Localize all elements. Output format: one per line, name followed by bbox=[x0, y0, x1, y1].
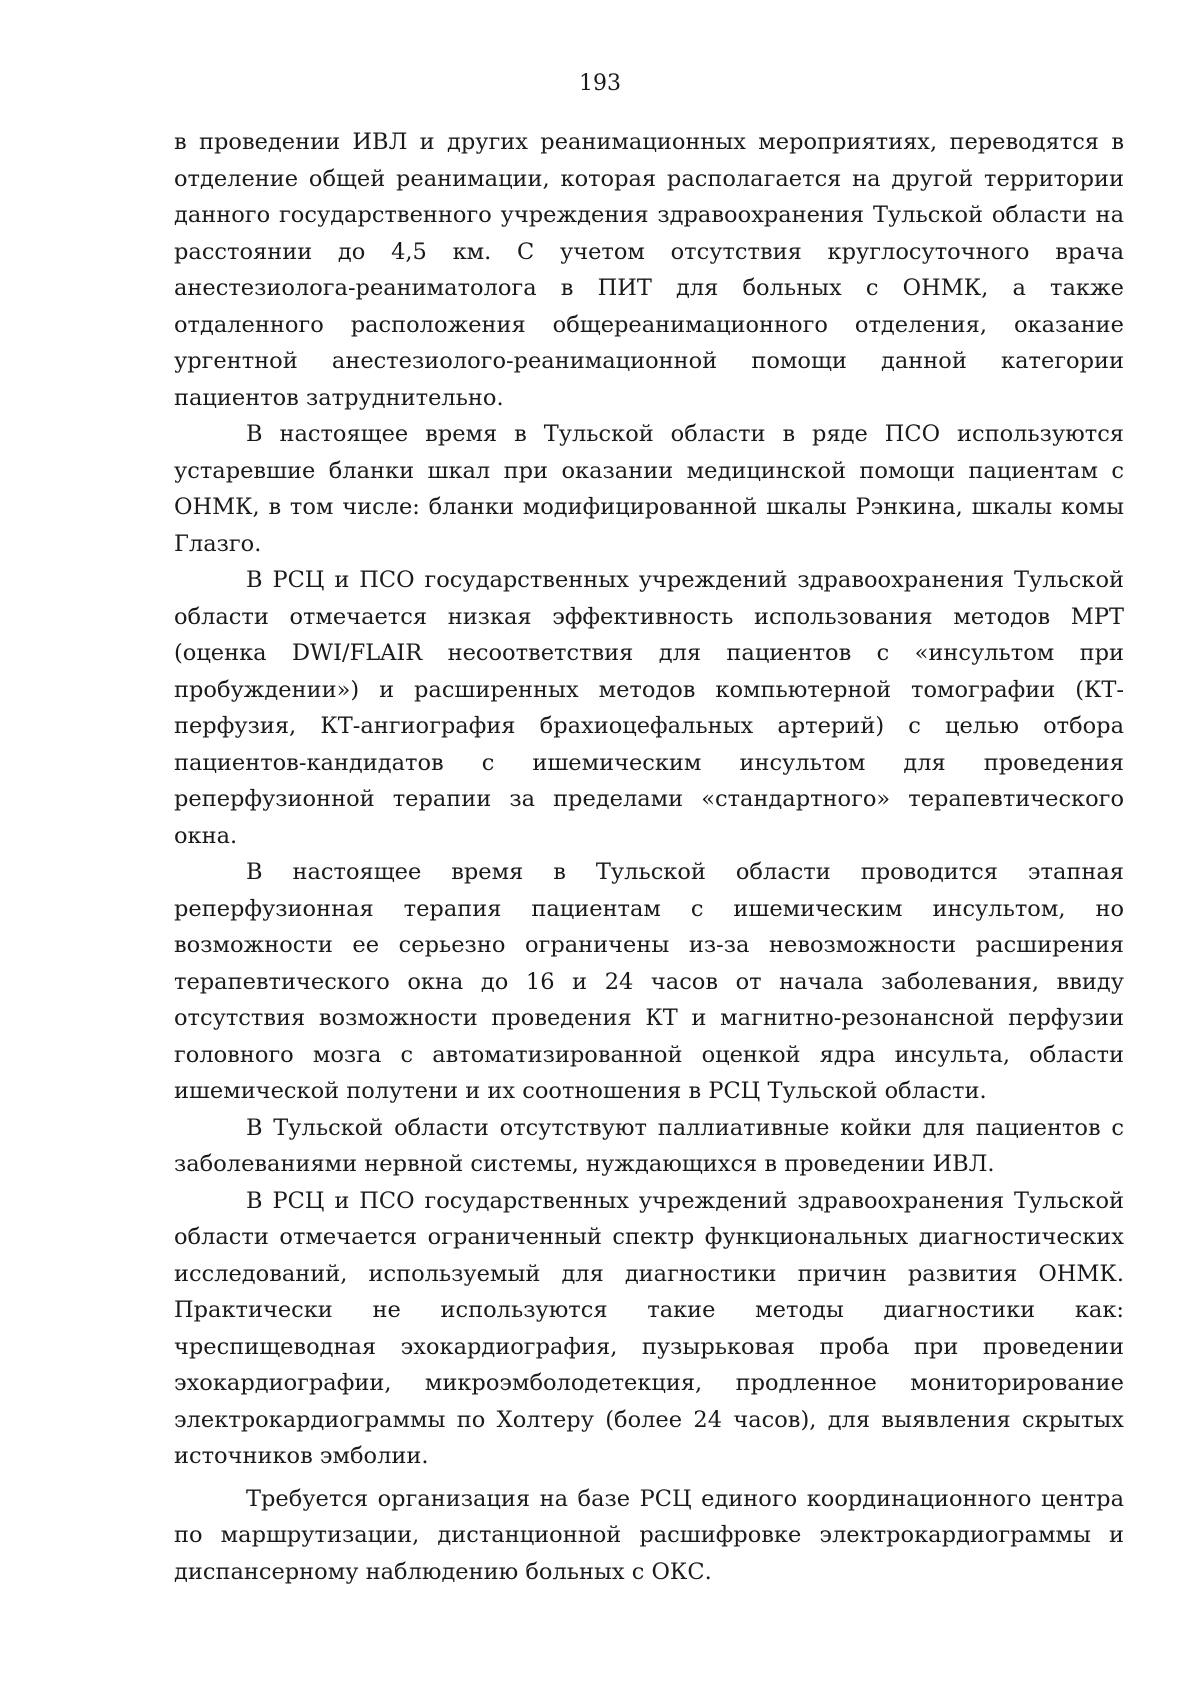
paragraph: В настоящее время в Тульской области в ряде ПСО используются устаревшие бланки шкал при оказании медицинской помощи пациентам с ОНМК, в том числе: бланки модифицированной шкалы Рэнкина, шкалы комы Глазго. bbox=[174, 421, 1124, 557]
page-number: 193 bbox=[579, 71, 621, 96]
paragraph: в проведении ИВЛ и других реанимационных мероприятиях, переводятся в отделение общей реанимации, которая располагается на другой территории данного государственного учреждения здравоохранения Тульской области на расстоянии до 4,5 км. С учетом отсутствия круглосуточного врача анестезиолога-реаниматолога в ПИТ для больных с ОНМК, а также отдаленного расположения общереанимационного отделения, оказание ургентной анестезиолого-реанимационной помощи данной категории пациентов затруднительно. bbox=[174, 129, 1124, 411]
paragraph: В настоящее время в Тульской области проводится этапная реперфузионная терапия пациентам с ишемическим инсультом, но возможности ее серьезно ограничены из-за невозможности расширения терапевтического окна до 16 и 24 часов от начала заболевания, ввиду отсутствия возможности проведения КТ и магнитно-резонансной перфузии головного мозга с автоматизированной оценкой ядра инсульта, области ишемической полутени и их соотношения в РСЦ Тульской области. bbox=[174, 859, 1124, 1104]
paragraph: В РСЦ и ПСО государственных учреждений здравоохранения Тульской области отмечается ограниченный спектр функциональных диагностических исследований, используемый для диагностики причин развития ОНМК. Практически не используются такие методы диагностики как: чреспищеводная эхокардиография, пузырьковая проба при проведении эхокардиографии, микроэмболодетекция, продленное мониторирование электрокардиограммы по Холтеру (более 24 часов), для выявления скрытых источников эмболии. bbox=[174, 1187, 1124, 1469]
document-body bbox=[174, 124, 1124, 1590]
paragraph: В Тульской области отсутствуют паллиативные койки для пациентов с заболеваниями нервной системы, нуждающихся в проведении ИВЛ. bbox=[174, 1114, 1124, 1177]
paragraph: В РСЦ и ПСО государственных учреждений здравоохранения Тульской области отмечается низкая эффективность использования методов МРТ (оценка DWI/FLAIR несоответствия для пациентов с «инсультом при пробуждении») и расширенных методов компьютерной томографии (КТ-перфузия, КТ-ангиография брахиоцефальных артерий) с целью отбора пациентов-кандидатов с ишемическим инсультом для проведения реперфузионной терапии за пределами «стандартного» терапевтического окна. bbox=[174, 567, 1124, 849]
paragraph: Требуется организация на базе РСЦ единого координационного центра по маршрутизации, дистанционной расшифровке электрокардиограммы и диспансерному наблюдению больных с ОКС. bbox=[174, 1485, 1124, 1585]
